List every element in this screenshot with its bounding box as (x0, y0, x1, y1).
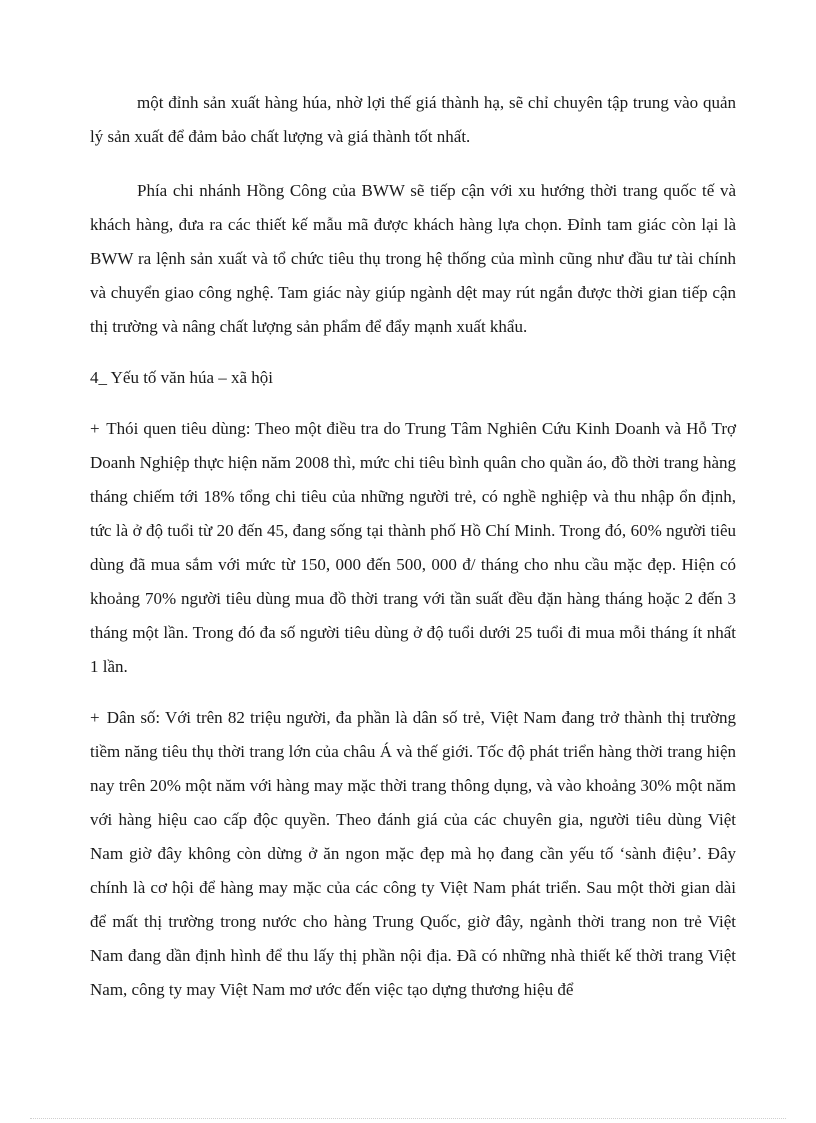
paragraph-hong-kong-branch: Phía chi nhánh Hồng Công của BWW sẽ tiếp cận với xu hướng thời trang quốc tế và khách hàng, đưa ra các thiết kế mẫu mã được khách hàng lựa chọn. Đỉnh tam giác còn lại là BWW ra lệnh sản xuất và tổ chức tiêu thụ trong hệ thống của mình cũng như đầu tư tài chính và chuyển giao công nghệ. Tam giác này giúp ngành dệt may rút ngắn được thời gian tiếp cận thị trường và nâng chất lượng sản phẩm để đẩy mạnh xuất khẩu. (90, 181, 736, 336)
bullet-text: Dân số: Với trên 82 triệu người, đa phần là dân số trẻ, Việt Nam đang trở thành thị trường tiềm năng tiêu thụ thời trang lớn của châu Á và thế giới. Tốc độ phát triển hàng thời trang hiện nay trên 20% một năm với hàng may mặc thời trang thông dụng, và vào khoảng 30% một năm với hàng hiệu cao cấp độc quyền. Theo đánh giá của các chuyên gia, người tiêu dùng Việt Nam giờ đây không còn dừng ở ăn ngon mặc đẹp mà họ đang cần yếu tố ‘sành điệu’. Đây chính là cơ hội để hàng may mặc của các công ty Việt Nam phát triển. Sau một thời gian dài để mất thị trường trong nước cho hàng Trung Quốc, giờ đây, ngành thời trang non trẻ Việt Nam đang dần định hình để thu lấy thị phần nội địa. Đã có những nhà thiết kế thời trang Việt Nam, công ty may Việt Nam mơ ước đến việc tạo dựng thương hiệu để (90, 708, 737, 999)
plus-icon: + (90, 419, 100, 438)
bullet-consumer-habits (90, 412, 736, 684)
section-heading: 4_ Yếu tố văn húa – xã hội (90, 368, 274, 387)
paragraph-continuation: một đỉnh sản xuất hàng húa, nhờ lợi thế giá thành hạ, sẽ chỉ chuyên tập trung vào quản lý sản xuất để đảm bảo chất lượng và giá thành tốt nhất. (90, 93, 736, 146)
bullet-text: Thói quen tiêu dùng: Theo một điều tra do Trung Tâm Nghiên Cứu Kinh Doanh và Hỗ Trợ Doanh Nghiệp thực hiện năm 2008 thì, mức chi tiêu bình quân cho quần áo, đồ thời trang hàng tháng chiếm tới 18% tổng chi tiêu của những người trẻ, có nghề nghiệp và thu nhập ổn định, tức là ở độ tuổi từ 20 đến 45, đang sống tại thành phố Hồ Chí Minh. Trong đó, 60% người tiêu dùng đã mua sắm với mức từ 150, 000 đến 500, 000 đ/ tháng cho nhu cầu mặc đẹp. Hiện có khoảng 70% người tiêu dùng mua đồ thời trang với tần suất đều đặn hàng tháng hoặc 2 đến 3 tháng một lần. Trong đó đa số người tiêu dùng ở độ tuổi dưới 25 tuổi đi mua mỗi tháng ít nhất 1 lần. (90, 419, 736, 676)
page-bottom-divider (30, 1118, 786, 1119)
bullet-population (90, 701, 736, 1007)
document-page (90, 86, 736, 1007)
plus-icon: + (90, 708, 100, 727)
